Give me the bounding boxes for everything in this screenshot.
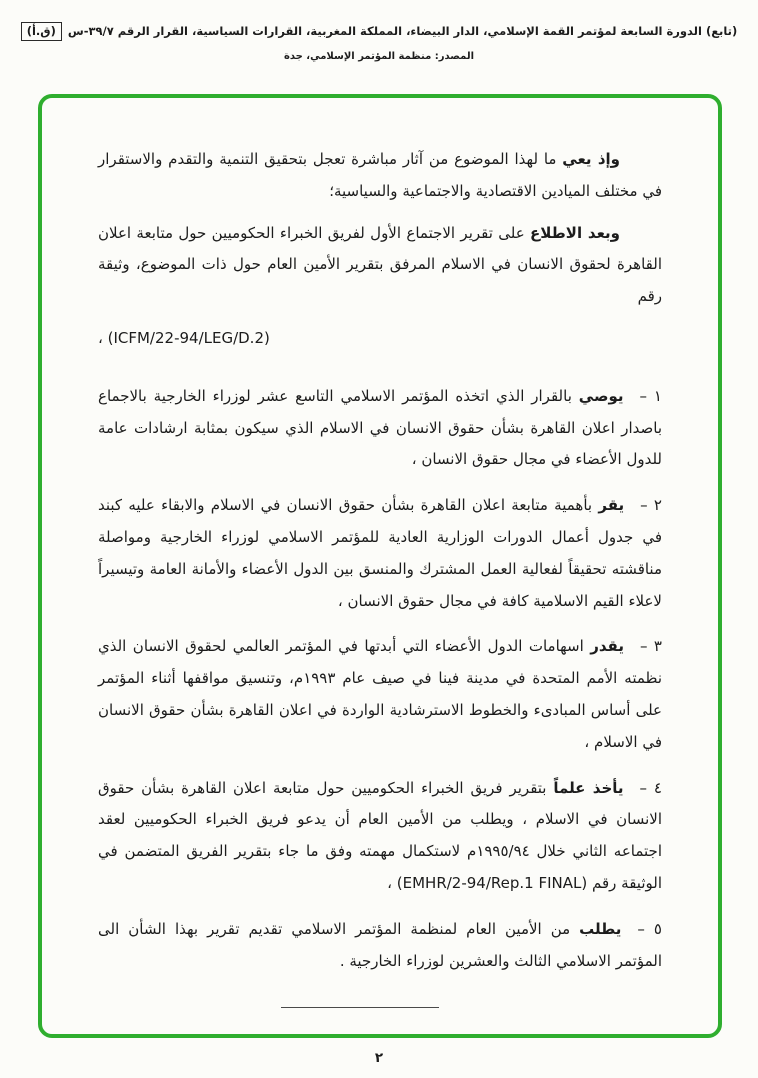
resolution-item-5 — [98, 914, 662, 978]
document-header — [0, 22, 758, 62]
item-number-1: ١ – — [639, 386, 662, 405]
preamble-paragraph-2 — [98, 218, 662, 313]
header-title-line — [0, 22, 758, 41]
document-code-line — [98, 323, 662, 355]
item-number-2: ٢ – — [640, 496, 662, 515]
resolution-item-2 — [98, 490, 662, 617]
item-text-1: بالقرار الذي اتخذه المؤتمر الاسلامي التاسع عشر لوزراء الخارجية بالاجماع باصدار اعلان القاهرة بشأن حقوق الانسان في الاسلام الذي سيكون بمثابة ارشادات عامة للدول الأعضاء في مجال حقوق الانسان ، — [98, 386, 662, 469]
preamble-text-2: على تقرير الاجتماع الأول لفريق الخبراء الحكوميين حول متابعة اعلان القاهرة لحقوق الانسان في الاسلام المرفق بتقرير الأمين العام حول ذات الموضوع، وثيقة رقم — [98, 223, 662, 306]
item-tail-4: ، — [387, 873, 397, 892]
item-text-2: بأهمية متابعة اعلان القاهرة بشأن حقوق الانسان في الاسلام والابقاء عليه كبند في جدول أعمال الدورات الوزارية العادية للمؤتمر الاسلامي لوزراء الخارجية ومواصلة مناقشته تحقيقاً لفعالية العمل المشترك والمنسق بين الدول الأعضاء والأمانة العامة وتيسيراً لاعلاء القيم الاسلامية كافة في مجال حقوق الانسان ، — [98, 496, 662, 610]
item-lead-1: يوصي — [578, 386, 624, 405]
document-code-tail: ، — [98, 328, 108, 347]
document-code: (ICFM/22-94/LEG/D.2) — [107, 328, 270, 347]
preamble-text-1: ما لهذا الموضوع من آثار مباشرة تعجل بتحقيق التنمية والتقدم والاستقرار في مختلف الميادين الاقتصادية والاجتماعية والسياسية؛ — [98, 150, 662, 200]
preamble-lead-1: وإذ يعي — [562, 150, 620, 168]
header-title: (تابع) الدورة السابعة لمؤتمر القمة الإسلامي، الدار البيضاء، المملكة المغربية، القرارات السياسية، القرار الرقم ٣٩/٧-س — [67, 24, 738, 38]
resolution-item-1 — [98, 381, 662, 476]
resolution-item-4 — [98, 773, 662, 900]
signature-line — [281, 1007, 439, 1008]
item-number-5: ٥ – — [637, 919, 662, 938]
item-lead-4: يأخذ علماً — [553, 778, 624, 797]
item-code-4: (EMHR/2-94/Rep.1 FINAL) — [396, 873, 588, 892]
page-number: ٢ — [374, 1050, 384, 1066]
header-source: المصدر: منظمة المؤتمر الإسلامي، جدة — [283, 51, 475, 62]
item-number-3: ٣ – — [639, 637, 662, 656]
item-lead-3: يقدر — [590, 637, 624, 656]
item-text-4: بتقرير فريق الخبراء الحكوميين حول متابعة اعلان القاهرة بشأن حقوق الانسان في الاسلام ، ويطلب من الأمين العام أن يدعو فريق الخبراء الحكوميين لعقد اجتماعه الثاني خلال ١٩٩٥/٩٤م لاستكمال مهمته وفق ما جاء بتقرير الفريق المتضمن في الوثيقة رقم — [98, 778, 662, 892]
preamble-paragraph-1 — [98, 144, 662, 208]
header-code-box: (ق.أ) — [21, 22, 62, 41]
document-body — [98, 144, 662, 1008]
item-number-4: ٤ – — [639, 778, 662, 797]
item-text-5: من الأمين العام لمنظمة المؤتمر الاسلامي تقديم تقرير بهذا الشأن الى المؤتمر الاسلامي الثالث والعشرين لوزراء الخارجية . — [98, 919, 662, 970]
item-text-3: اسهامات الدول الأعضاء التي أبدتها في المؤتمر العالمي لحقوق الانسان الذي نظمته الأمم المتحدة في مدينة فينا في صيف عام ١٩٩٣م، وتنسيق مواقفها أثناء المؤتمر على أساس المبادىء والخطوط الاسترشادية الواردة في اعلان القاهرة بشأن حقوق الانسان في الاسلام ، — [98, 637, 662, 751]
preamble-lead-2: وبعد الاطلاع — [530, 223, 620, 242]
item-lead-2: يقر — [598, 496, 625, 515]
item-lead-5: يطلب — [579, 919, 622, 938]
content-frame — [38, 94, 722, 1038]
resolution-item-3 — [98, 631, 662, 758]
